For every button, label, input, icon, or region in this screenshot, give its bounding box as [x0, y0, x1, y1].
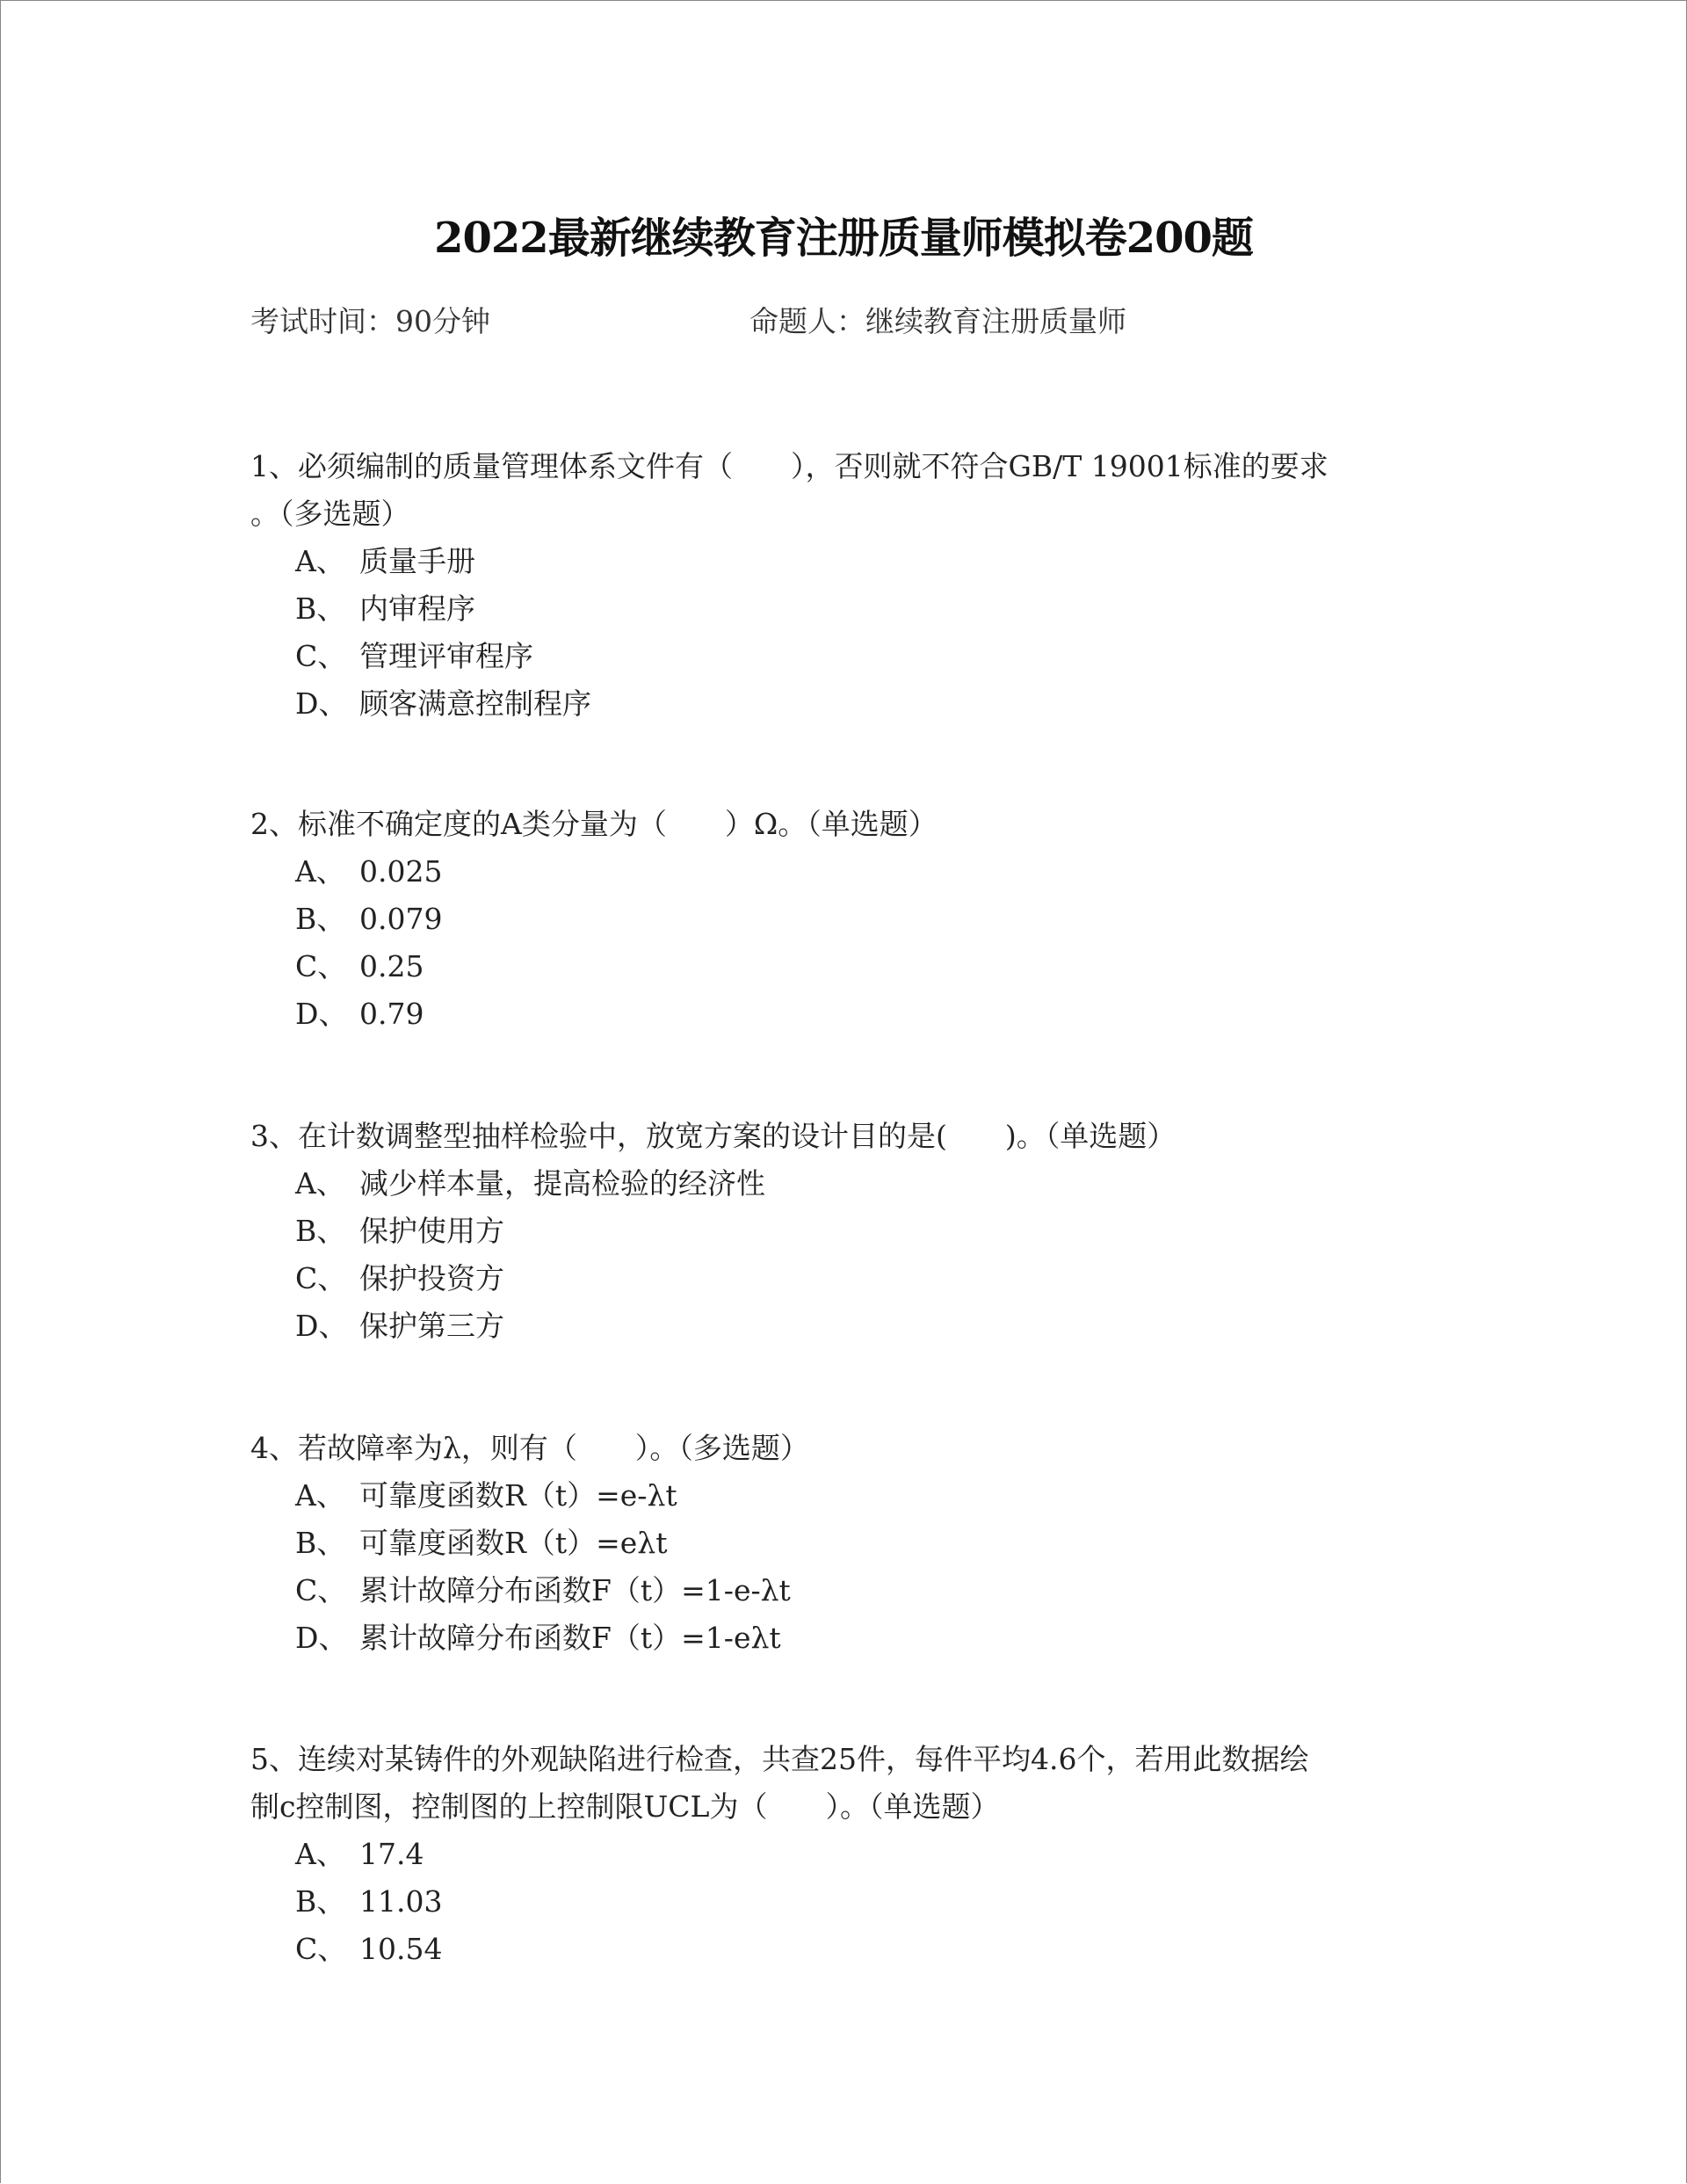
option-key: D、: [295, 686, 348, 721]
option-key: A、: [295, 854, 345, 889]
question-text: 3、在计数调整型抽样检验中，放宽方案的设计目的是( )。（单选题）: [250, 1119, 1177, 1153]
option-text: 可靠度函数R（t）=e-λt: [359, 1478, 677, 1513]
option-key: B、: [295, 1526, 346, 1560]
option-b: [250, 1878, 1445, 1926]
option-text: 顾客满意控制程序: [359, 686, 591, 721]
option-d: [250, 1302, 1445, 1350]
option-text: 0.079: [359, 902, 443, 936]
option-key: C、: [295, 1261, 347, 1295]
question-4: [250, 1425, 1445, 1662]
question-2: [250, 801, 1445, 1038]
document-title: 2022最新继续教育注册质量师模拟卷200题: [434, 214, 1253, 263]
option-b: [250, 585, 1445, 633]
option-text: 减少样本量，提高检验的经济性: [359, 1166, 765, 1201]
option-a: [250, 1831, 1445, 1878]
option-c: [250, 943, 1445, 990]
option-key: B、: [295, 1884, 346, 1919]
option-text: 内审程序: [359, 591, 475, 626]
option-text: 可靠度函数R（t）=eλt: [359, 1526, 668, 1560]
option-d: [250, 990, 1445, 1038]
option-key: A、: [295, 544, 345, 578]
option-d: [250, 680, 1445, 728]
question-text: 。（多选题）: [250, 497, 410, 531]
option-key: C、: [295, 949, 347, 983]
question-3: [250, 1113, 1445, 1350]
option-a: [250, 848, 1445, 896]
option-text: 管理评审程序: [359, 639, 533, 673]
exam-time: 考试时间：90分钟: [250, 304, 490, 338]
option-key: B、: [295, 1214, 346, 1248]
option-c: [250, 633, 1445, 680]
option-text: 17.4: [359, 1837, 424, 1871]
option-key: C、: [295, 1932, 347, 1966]
option-b: [250, 1520, 1445, 1567]
option-a: [250, 1472, 1445, 1520]
option-text: 质量手册: [359, 544, 475, 578]
question-text: 2、标准不确定度的A类分量为（ ）Ω。（单选题）: [250, 807, 938, 841]
option-b: [250, 1208, 1445, 1255]
option-key: C、: [295, 1573, 347, 1607]
option-text: 11.03: [359, 1884, 443, 1919]
option-text: 累计故障分布函数F（t）=1-e-λt: [359, 1573, 791, 1607]
option-a: [250, 1160, 1445, 1208]
option-key: B、: [295, 591, 346, 626]
question-1: [250, 443, 1445, 728]
question-text: 4、若故障率为λ，则有（ ）。（多选题）: [250, 1431, 809, 1465]
question-text: 1、必须编制的质量管理体系文件有（ ），否则就不符合GB/T 19001标准的要求: [250, 449, 1329, 483]
option-c: [250, 1255, 1445, 1302]
exam-author: 命题人：继续教育注册质量师: [749, 304, 1126, 338]
option-key: A、: [295, 1166, 345, 1201]
option-key: A、: [295, 1837, 345, 1871]
option-text: 0.25: [359, 949, 424, 983]
option-text: 10.54: [359, 1932, 443, 1966]
option-text: 累计故障分布函数F（t）=1-eλt: [359, 1621, 781, 1655]
option-d: [250, 1614, 1445, 1662]
option-text: 0.79: [359, 997, 424, 1031]
option-c: [250, 1567, 1445, 1614]
option-key: C、: [295, 639, 347, 673]
option-b: [250, 896, 1445, 943]
option-key: D、: [295, 997, 348, 1031]
question-text: 制c控制图，控制图的上控制限UCL为（ ）。（单选题）: [250, 1789, 1000, 1824]
option-text: 0.025: [359, 854, 443, 889]
option-c: [250, 1926, 1445, 1973]
question-text: 5、连续对某铸件的外观缺陷进行检查，共查25件，每件平均4.6个，若用此数据绘: [250, 1742, 1309, 1776]
question-5: [250, 1736, 1445, 1973]
option-key: B、: [295, 902, 346, 936]
option-text: 保护投资方: [359, 1261, 504, 1295]
option-key: D、: [295, 1621, 348, 1655]
option-text: 保护第三方: [359, 1309, 504, 1343]
option-text: 保护使用方: [359, 1214, 504, 1248]
option-a: [250, 538, 1445, 585]
option-key: A、: [295, 1478, 345, 1513]
option-key: D、: [295, 1309, 348, 1343]
